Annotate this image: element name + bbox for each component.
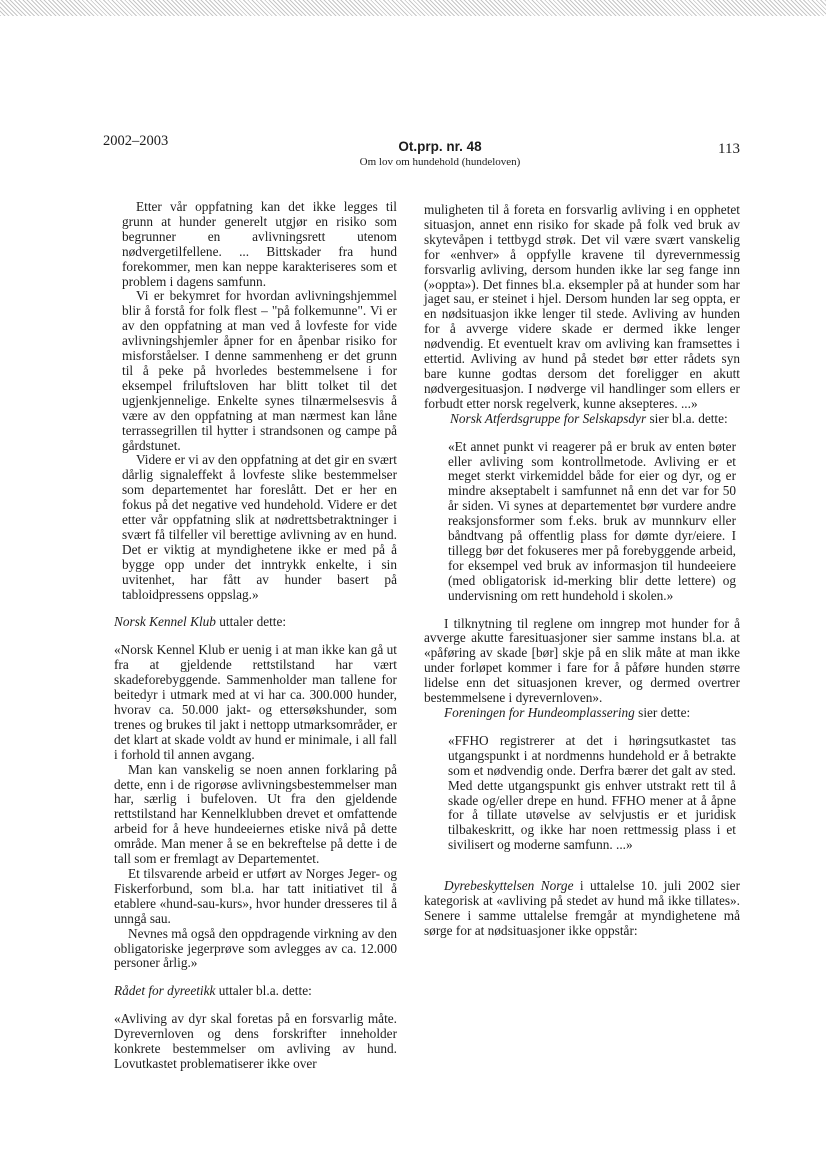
source-name: Foreningen for Hundeomplassering — [444, 705, 635, 720]
source-verb: uttaler dette: — [215, 614, 287, 630]
quote-paragraph: «Norsk Kennel Klub er uenig i at man ikke kan gå ut fra at gjeldende rettstilstand har vært skadeforebyggende. Sammenholder man tallene for beitedyr i utmark med at vi har ca. 300.000 hunder, hvorav ca. 50.000 jakt- og ettersøkshunder, som trenes og brukes til jakt i nettopp utmarksområder, er det klart at skade voldt av hund er minimale, i all fall i forhold til annen avgang. — [114, 642, 397, 762]
quote-paragraph: Nevnes må også den oppdragende virkning av den obligatoriske jegerprøve som avlegges av ca. 12.000 personer årlig.» — [114, 925, 397, 971]
right-column — [424, 203, 740, 939]
paragraph: I tilknytning til reglene om inngrep mot hunder for å avverge akutte faresituasjoner sier samme instans bl.a. at «påføring av skade [bør] skje på en slik måte at man ikke under forløpet kommer i fare for å påføre hunden større lidelse enn det situasjonen krever, og dermed overtrer bestemmelsene i dyrevernloven». — [424, 615, 740, 706]
paragraph: Vi er bekymret for hvordan avlivningshjemmel blir å forstå for folk flest – "på folkemunne". Vi er av den oppfatning at man ved å lovfeste for vide avlivningshjemler åpner for en åpenbar risiko for misforståelser. I denne sammenheng er det grunn til å peke på hvorledes bestemmelsene i for eksempel friluftsloven har blitt tolket til det ugjenkjennelige. Enkelte synes tilnærmelsesvis å være av den oppfatning at man nærmest kan låne terrassegrillen til hytter i strandsonen og campe på gårdstunet. — [122, 288, 397, 453]
paragraph: Videre er vi av den oppfatning at det gir en svært dårlig signaleffekt å lovfeste slike bestemmelser som departementet har foreslått. Det er her en fokus på det negative ved hundehold. Videre er det etter vår oppfatning slik at nødrettsbetraktninger i svært få tilfeller vil berettige avlivning av en hund. Det er viktig at myndighetene ikke er med på å bygge opp under det inntrykk enkelte, i sin uvitenhet, har fått av hunder basert på tabloidpressens oppslag.» — [122, 452, 397, 602]
document-title: Ot.prp. nr. 48 — [398, 139, 482, 154]
quote-paragraph: Man kan vanskelig se noen annen forklaring på dette, enn i de rigorøse avlivningsbestemmelser man har, særlig i bufeloven. Ut fra den gjeldende rettstilstand har Kennelklubben drevet et omfattende arbeid for å heve hundeeiernes etiske nivå på dette område. Man mener å se en bekreftelse på dette i de tall som er fremlagt av Departementet. — [114, 761, 397, 867]
source-text: i uttalelse 10. juli 2002 sier kategorisk at «avliving på stedet av hund må ikke tillates». Senere i samme uttalelse fremgår at myndighetene må sørge for at nødsituasjoner ikke oppstår: — [424, 878, 741, 938]
source-verb: sier dette: — [634, 705, 691, 720]
quote-paragraph: «Avliving av dyr skal foretas på en forsvarlig måte. Dyrevernloven og dens forskrifter inneholder konkrete bestemmelser om avliving av hund. Lovutkastet problematiserer ikke over — [114, 1011, 397, 1071]
source-verb: sier bl.a. dette: — [646, 410, 728, 426]
source-intro — [424, 879, 740, 939]
source-intro — [424, 706, 740, 721]
quote-paragraph: «FFHO registrerer at det i høringsutkastet tas utgangspunkt i at nordmenns hundehold er å betrakte som et nødvendig onde. Derfra bærer det galt av sted. Med dette utgangspunkt gis enhver utstrakt rett til å skade og/eller drepe en hund. FFHO mener at å åpne for å tillate utøvelse av selvjustis er et juridisk tilbakeskritt, og ikke har noen rettmessig plass i et sivilisert og moderne samfunn. ...» — [448, 732, 736, 853]
left-column — [114, 200, 397, 1072]
source-name: Rådet for dyreetikk — [114, 983, 216, 999]
paragraph: Etter vår oppfatning kan det ikke legges til grunn at hunder generelt utgjør en risiko som begrunner en avlivningsrett utenom nødvergetilfellene. ... Bittskader fra hund forekommer, men kan neppe karakteriseres som et problem i dagens samfunn. — [122, 199, 397, 289]
source-intro — [424, 412, 740, 427]
document-subtitle: Om lov om hundehold (hundeloven) — [359, 156, 521, 168]
quote-paragraph: muligheten til å foreta en forsvarlig avliving i en opphetet situasjon, annet enn risiko for skade på folk ved bruk av skytevåpen i tettbygd strøk. Det vil være svært vanskelig for «enhver» å oppfylle kravene til dyrevernmessig forsvarlig avliving, dersom hunden ikke lar seg fange inn (»oppta»). Det finnes bl.a. eksempler på at hunder som har jaget sau, er steinet i hjel. Dersom hunden lar seg oppta, er en nødsituasjon ikke lenger til stede. Avliving av hunden for å avverge videre skade er dermed ikke lenger nødvendig. Et eventuelt krav om avliving kan framsettes i ettertid. Avliving av hund på stedet bør etter rådets syn bare kunne godtas dersom det foreligger en akutt nødvergesituasjon. I nødverge vil handlinger som ellers er forbudt etter norsk regelverk, kunne aksepteres. ...» — [424, 202, 740, 411]
source-name: Dyrebeskyttelsen Norge — [444, 878, 574, 894]
source-verb: uttaler bl.a. dette: — [215, 983, 312, 999]
quote-paragraph: «Et annet punkt vi reagerer på er bruk av enten bøter eller avliving som kontrollmetode. Avliving er et meget sterkt virkemiddel både for eier og dyr, og er mindre akseptabelt i samfunnet nå enn det var for 50 år siden. Vi synes at departementet bør vurdere andre reaksjonsformer som f.eks. bruk av munnkurv eller båndtvang på offentlig plass for dømte dyr/eiere. I tillegg bør det fokuseres mer på forebyggende arbeid, for eksempel ved bruk av informasjon til hundeeiere (med obligatorisk id-merking blir dette lettere) og undervisning om rett hundehold i skolen.» — [448, 438, 736, 603]
session-year: 2002–2003 — [103, 133, 169, 149]
source-name: Norsk Kennel Klub — [114, 614, 216, 630]
scan-edge-artifact — [0, 0, 826, 16]
source-intro — [114, 615, 397, 630]
page-number: 113 — [718, 141, 740, 157]
quote-paragraph: Et tilsvarende arbeid er utført av Norges Jeger- og Fiskerforbund, som bl.a. har tatt initiativet til å etablere «hund-sau-kurs», hvor hunder dresseres til å unngå sau. — [114, 865, 397, 926]
source-intro — [114, 984, 397, 999]
source-name: Norsk Atferdsgruppe for Selskapsdyr — [450, 410, 647, 426]
